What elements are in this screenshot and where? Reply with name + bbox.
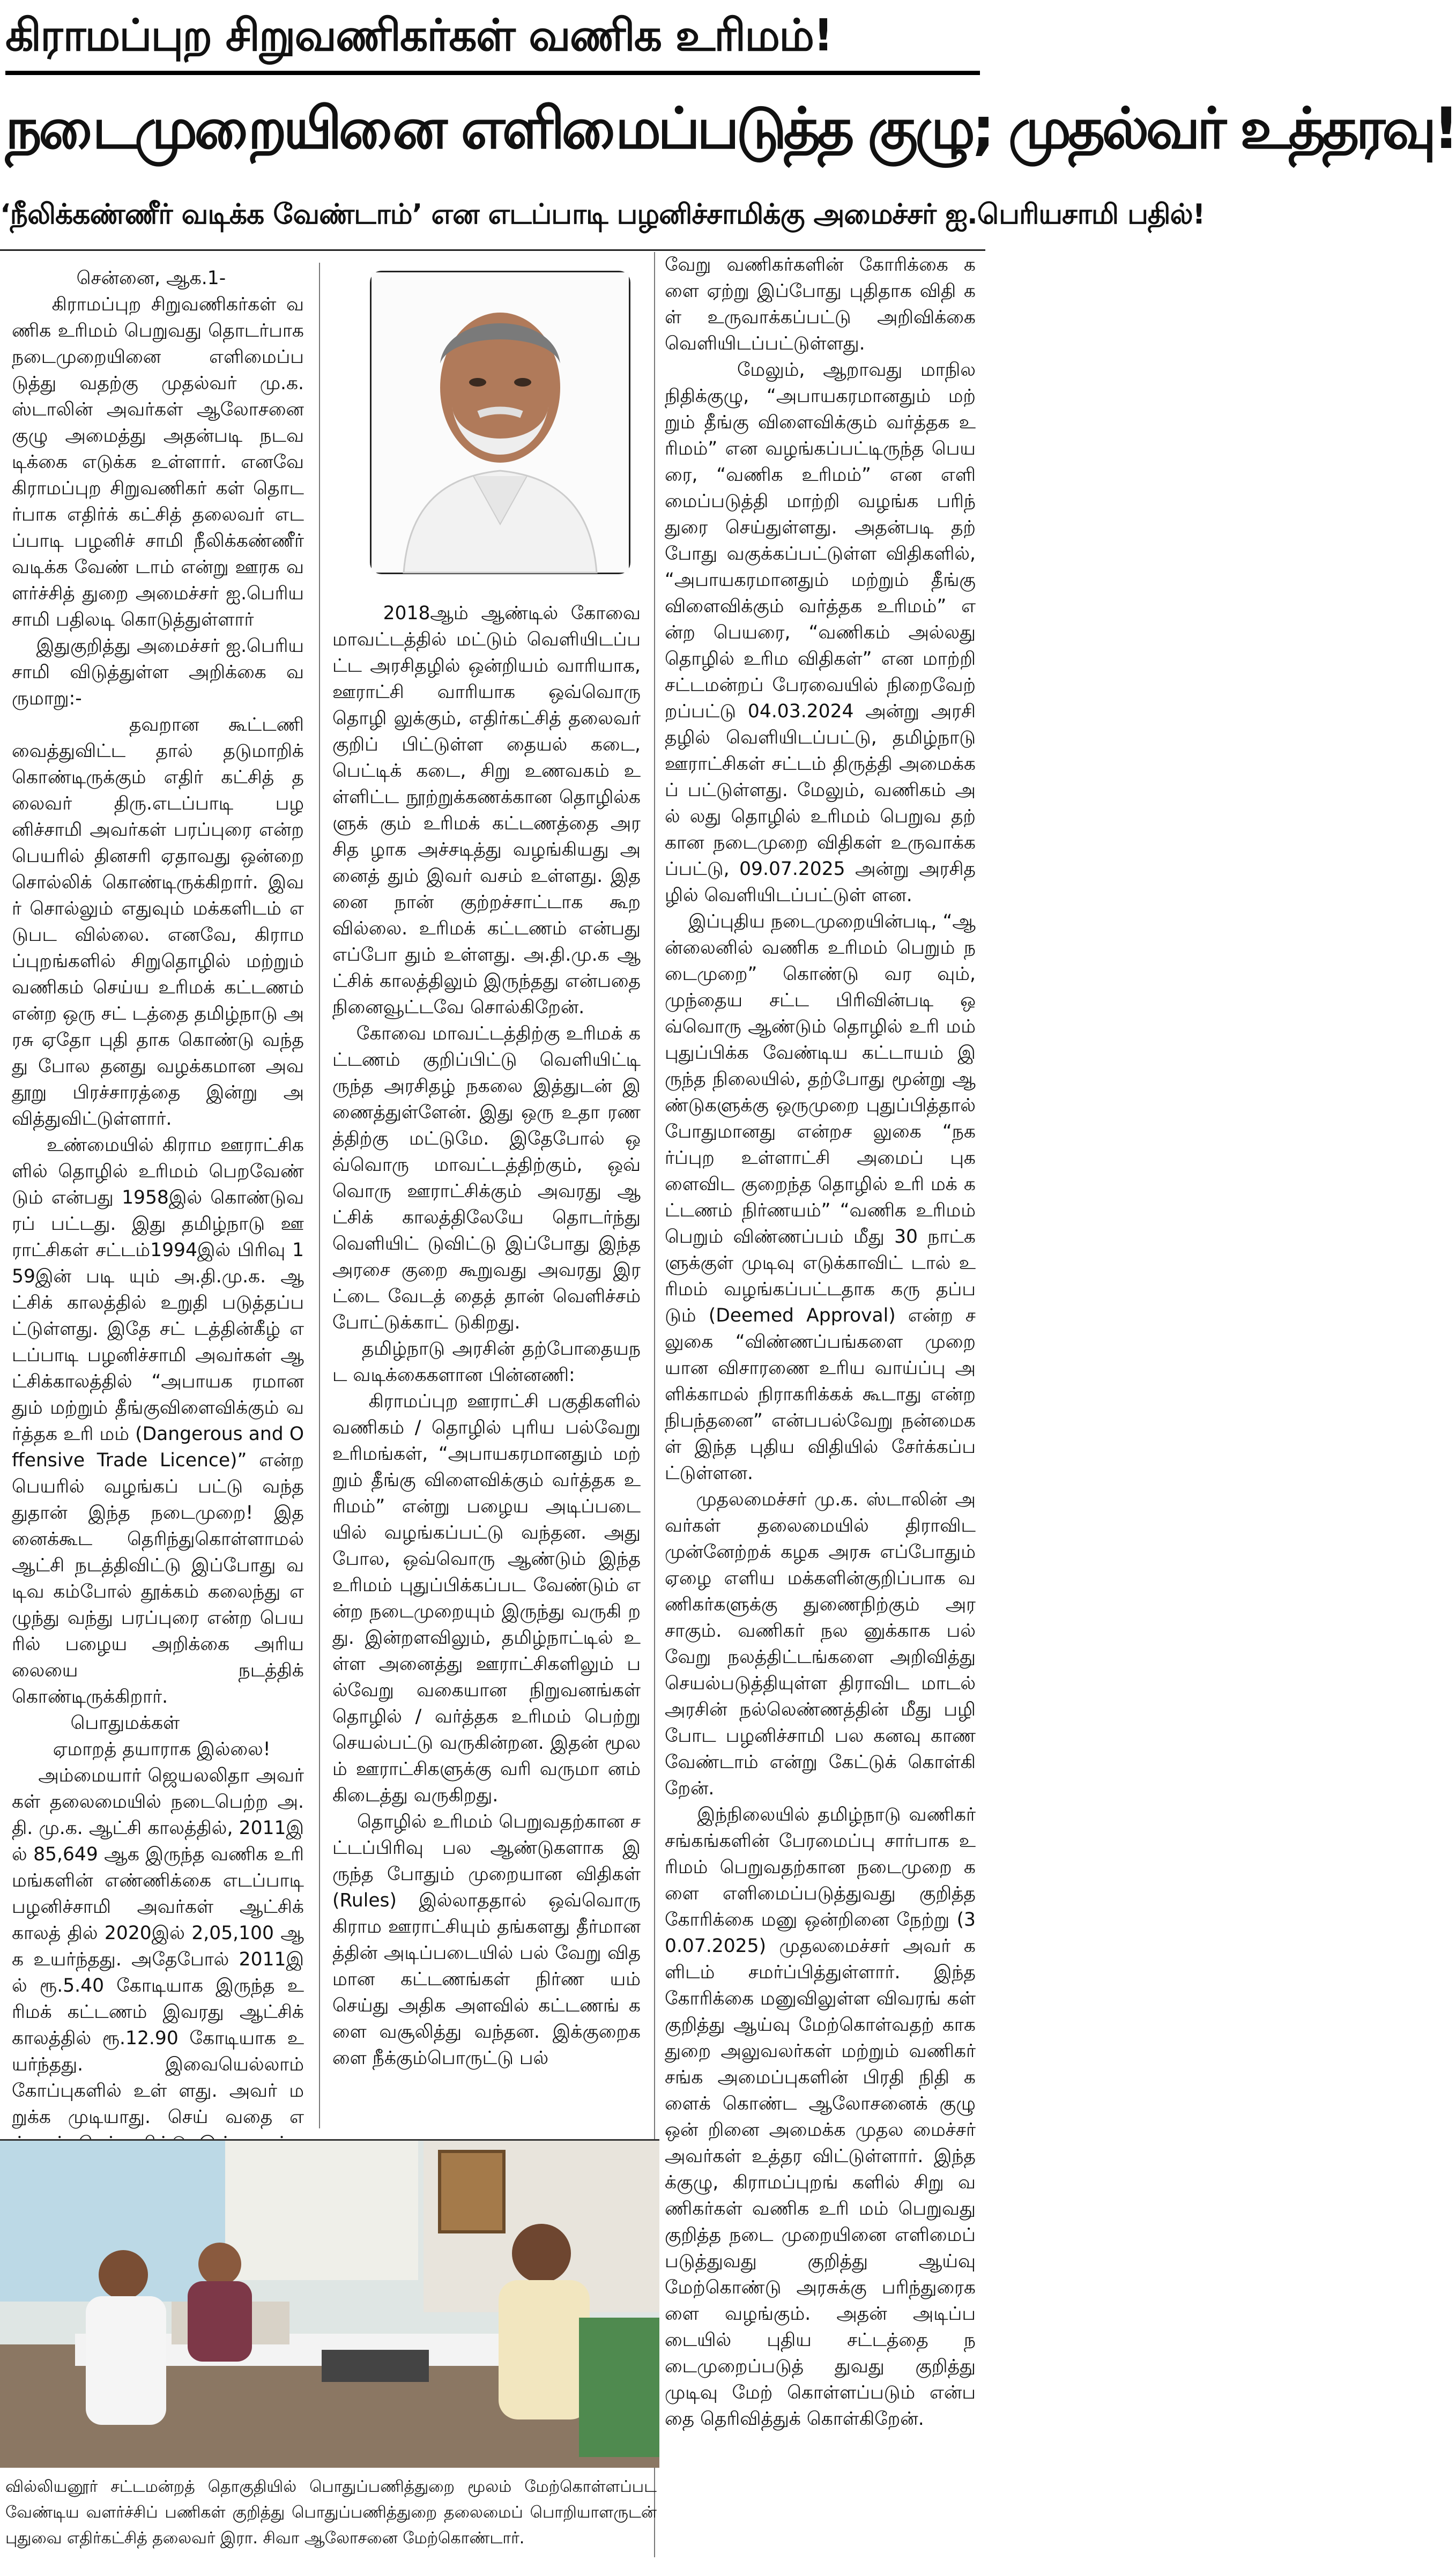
meeting-photo bbox=[0, 2139, 659, 2468]
minister-portrait bbox=[370, 271, 630, 574]
photo-caption: வில்லியனூர் சட்டமன்றத் தொகுதியில் பொதுப்பணித்துறை மூலம் மேற்கொள்ளப்பட வேண்டிய வளர்ச்சிப் பணிகள் குறித்து பொதுப்பணித்துறை தலைமைப் பொறியாளருடன் புதுவை எதிர்கட்சித் தலைவர் இரா. சிவா ஆலோசனை மேற்கொண்டார். bbox=[5, 2477, 657, 2548]
article-column-1: சென்னை, ஆக.1- கிராமப்புற சிறுவணிகர்கள் வணிக உரிமம் பெறுவது தொடர்பாக நடைமுறையினை எளிமைப்படுத்து வதற்கு முதல்வர் மு.க. ஸ்டாலின் அவர்கள் ஆலோசனை குழு அமைத்து அதன்படி நடவடிக்கை எடுக்க உள்ளார். எனவே கிராமப்புற சிறுவணிகர் கள் தொடர்பாக எதிர்க் கட்சித் தலைவர் எடப்பாடி பழனிச் சாமி நீலிக்கண்ணீர் வடிக்க வேண் டாம் என்று ஊரக வளர்ச்சித் துறை அமைச்சர் ஐ.பெரியசாமி பதிலடி கொடுத்துள்ளார் இதுகுறித்து அமைச்சர் ஐ.பெரிய சாமி விடுத்துள்ள அறிக்கை வருமாறு:- தவறான கூட்டணி வைத்துவிட்ட தால் தடுமாறிக் கொண்டிருக்கும் எதிர் கட்சித் தலைவர் திரு.எடப்பாடி பழ னிச்சாமி அவர்கள் பரப்புரை என்ற பெயரில் தினசரி ஏதாவது ஒன்றை சொல்லிக் கொண்டிருக்கிறார். இவர் சொல்லும் எதுவும் மக்களிடம் எடுபட வில்லை. எனவே, கிராமப்புறங்களில் சிறுதொழில் மற்றும் வணிகம் செய்ய உரிமக் கட்டணம் என்ற ஒரு சட் டத்தை தமிழ்நாடு அரசு ஏதோ புதி தாக கொண்டு வந்தது போல தனது வழக்கமான அவதூறு பிரச்சாரத்தை இன்று அவித்துவிட்டுள்ளார். உண்மையில் கிராம ஊராட்சிக ளில் தொழில் உரிமம் பெறவேண் டும் என்பது 1958இல் கொண்டுவரப் பட்டது. இது தமிழ்நாடு ஊராட்சிகள் சட்டம்1994இல் பிரிவு 159இன் படி யும் அ.தி.மு.க. ஆட்சிக் காலத்தில் உறுதி படுத்தப்பட்டுள்ளது. இதே சட் டத்தின்கீழ் எடப்பாடி பழனிச்சாமி அவர்கள் ஆட்சிக்காலத்தில் “அபாயக ரமானதும் மற்றும் தீங்குவிளைவிக்கும் வர்த்தக உரி மம் (Dangerous and Offensive Trade Licence)” என்ற பெயரில் வழங்கப் பட்டு வந்ததுதான் இந்த நடைமுறை! இதனைக்கூட தெரிந்துகொள்ளாமல் ஆட்சி நடத்திவிட்டு இப்போது வடிவ கம்போல் தூக்கம் கலைந்து எழுந்து வந்து பரப்புரை என்ற பெயரில் பழைய அறிக்கை அரியலையை நடத்திக் கொண்டிருக்கிறார். பொதுமக்கள் ஏமாறத் தயாராக இல்லை! அம்மையார் ஜெயலலிதா அவர் கள் தலைமையில் நடைபெற்ற அ.தி. மு.க. ஆட்சி காலத்தில், 2011இல் 85,649 ஆக இருந்த வணிக உரி மங்களின் எண்ணிக்கை எடப்பாடி பழனிச்சாமி அவர்கள் ஆட்சிக் காலத் தில் 2020இல் 2,05,100 ஆக உயர்ந்தது. அதேபோல் 2011இல் ரூ.5.40 கோடியாக இருந்த உரிமக் கட்டணம் இவரது ஆட்சிக் காலத்தில் ரூ.12.90 கோடியாக உயர்ந்தது. இவையெல்லாம் கோப்புகளில் உள் ளது. அவர் மறுக்க முடியாது. செய் வதை எ bbox=[12, 268, 304, 2128]
column-divider bbox=[319, 263, 320, 2128]
kicker-text: கிராமப்புற சிறுவணிகர்கள் வணிக உரிமம்! bbox=[5, 10, 833, 61]
kicker bbox=[5, 6, 980, 75]
article-column-3: வேறு வணிகர்களின் கோரிக்கை களை ஏற்று இப்போது புதிதாக விதி கள் உருவாக்கப்பட்டு அறிவிக்கை வெளியிடப்பட்டுள்ளது. மேலும், ஆறாவது மாநில நிதிக்குழு, “அபாயகரமானதும் மற் றும் தீங்கு விளைவிக்கும் வர்த்தக உரிமம்” என வழங்கப்பட்டிருந்த பெயரை, “வணிக உரிமம்” என எளி மைப்படுத்தி மாற்றி வழங்க பரிந் துரை செய்துள்ளது. அதன்படி தற் போது வகுக்கப்பட்டுள்ள விதிகளில், “அபாயகரமானதும் மற்றும் தீங்கு விளைவிக்கும் வர்த்தக உரிமம்” என்ற பெயரை, “வணிகம் அல்லது தொழில் உரிம விதிகள்” என மாற்றி சட்டமன்றப் பேரவையில் நிறைவேற் றப்பட்டு 04.03.2024 அன்று அரசி தழில் வெளியிடப்பட்டு, தமிழ்நாடு ஊராட்சிகள் சட்டம் திருத்தி அமைக்கப் பட்டுள்ளது. மேலும், வணிகம் அல் லது தொழில் உரிமம் பெறுவ தற் கான நடைமுறை விதிகள் உருவாக்கப்பட்டு, 09.07.2025 அன்று அரசிதழில் வெளியிடப்பட்டுள் ளன. இப்புதிய நடைமுறையின்படி, “ஆன்லைனில் வணிக உரிமம் பெறும் நடைமுறை” கொண்டு வர வும், முந்தைய சட்ட பிரிவின்படி ஒவ்வொரு ஆண்டும் தொழில் உரி மம் புதுப்பிக்க வேண்டிய கட்டாயம் இருந்த நிலையில், தற்போது மூன்று ஆண்டுகளுக்கு ஒருமுறை புதுப்பித்தால் போதுமானது என்றச லுகை “நகர்ப்புற உள்ளாட்சி அமைப் புகளைவிட குறைந்த தொழில் உரி மக் கட்டணம் நிர்ணயம்” “வணிக உரிமம் பெறும் விண்ணப்பம் மீது 30 நாட்களுக்குள் முடிவு எடுக்காவிட் டால் உரிமம் வழங்கப்பட்டதாக கரு தப்படும் (Deemed Approval) என்ற சலுகை “விண்ணப்பங்களை முறை யான விசாரணை உரிய வாய்ப்பு அளிக்காமல் நிராகரிக்கக் கூடாது என்ற நிபந்தனை” என்பபல்வேறு நன்மைகள் இந்த புதிய விதியில் சேர்க்கப்பட்டுள்ளன. முதலமைச்சர் மு.க. ஸ்டாலின் அவர்கள் தலைமையில் திராவிட முன்னேற்றக் கழக அரசு எப்போதும் ஏழை எளிய மக்களின்குறிப்பாக வணிகர்களுக்கு துணைநிற்கும் அர சாகும். வணிகர் நல னுக்காக பல் வேறு நலத்திட்டங்களை அறிவித்து செயல்படுத்தியுள்ள திராவிட மாடல் அரசின் நல்லெண்ணத்தின் மீது பழி போட பழனிச்சாமி பல கனவு காண வேண்டாம் என்று கேட்டுக் கொள்கி றேன். இந்நிலையில் தமிழ்நாடு வணிகர் சங்கங்களின் பேரமைப்பு சார்பாக உரிமம் பெறுவதற்கான நடைமுறை களை எளிமைப்படுத்துவது குறித்த கோரிக்கை மனு ஒன்றினை நேற்று (30.07.2025) முதலமைச்சர் அவர் களிடம் சமர்ப்பித்துள்ளார். இந்த கோரிக்கை மனுவிலுள்ள விவரங் கள் குறித்து ஆய்வு மேற்கொள்வதற் காக துறை அலுவலர்கள் மற்றும் வணிகர் சங்க அமைப்புகளின் பிரதி நிதி களைக் கொண்ட ஆலோசனைக் குழு ஒன் றினை அமைக்க முதல மைச்சர் அவர்கள் உத்தர விட்டுள்ளார். இந்தக்குழு, கிராமப்புறங் களில் சிறு வணிகர்கள் வணிக உரி மம் பெறுவது குறித்த நடை முறையினை எளிமைப் படுத்துவது குறித்து ஆய்வு மேற்கொண்டு அரசுக்கு பரிந்துரைகளை வழங்கும். அதன் அடிப்படையில் புதிய சட்டத்தை நடைமுறைப்படுத் துவது குறித்து முடிவு மேற் கொள்ளப்படும் என்பதை தெரிவித்துக் கொள்கிறேன். bbox=[665, 254, 976, 2430]
article-column-2: 2018ஆம் ஆண்டில் கோவை மாவட்டத்தில் மட்டும் வெளியிடப்பட்ட அரசிதழில் ஒன்றியம் வாரியாக, ஊராட்சி வாரியாக ஒவ்வொரு தொழி லுக்கும், எதிர்கட்சித் தலைவர் குறிப் பிட்டுள்ள தையல் கடை, பெட்டிக் கடை, சிறு உணவகம் உள்ளிட்ட நூற்றுக்கணக்கான தொழில்களுக் கும் உரிமக் கட்டணத்தை அரசித ழாக அச்சடித்து வழங்கியது அனைத் தும் இவர் வசம் உள்ளது. இதனை நான் குற்றச்சாட்டாக கூறவில்லை. உரிமக் கட்டணம் என்பது எப்போ தும் உள்ளது. அ.தி.மு.க ஆட்சிக் காலத்திலும் இருந்தது என்பதை நினைவூட்டவே சொல்கிறேன். கோவை மாவட்டத்திற்கு உரிமக் கட்டணம் குறிப்பிட்டு வெளியிட்டி ருந்த அரசிதழ் நகலை இத்துடன் இணைத்துள்ளேன். இது ஒரு உதா ரணத்திற்கு மட்டுமே. இதேபோல் ஒவ்வொரு மாவட்டத்திற்கும், ஒவ் வொரு ஊராட்சிக்கும் அவரது ஆட்சிக் காலத்திலேயே தொடர்ந்து வெளியிட் டுவிட்டு இப்போது இந்த அரசை குறை கூறுவது அவரது இரட்டை வேடத் தைத் தான் வெளிச்சம் போட்டுக்காட் டுகிறது. தமிழ்நாடு அரசின் தற்போதையநட வடிக்கைகளான பின்னணி: கிராமப்புற ஊராட்சி பகுதிகளில் வணிகம் / தொழில் புரிய பல்வேறு உரிமங்கள், “அபாயகரமானதும் மற் றும் தீங்கு விளைவிக்கும் வர்த்தக உரிமம்” என்று பழைய அடிப்படை யில் வழங்கப்பட்டு வந்தன. அது போல, ஒவ்வொரு ஆண்டும் இந்த உரிமம் புதுப்பிக்கப்பட வேண்டும் என்ற நடைமுறையும் இருந்து வருகி றது. இன்றளவிலும், தமிழ்நாட்டில் உள்ள அனைத்து ஊராட்சிகளிலும் பல்வேறு வகையான நிறுவனங்கள் தொழில் / வர்த்தக உரிமம் பெற்று செயல்பட்டு வருகின்றன. இதன் மூலம் ஊராட்சிகளுக்கு வரி வருமா னம் கிடைத்து வருகிறது. தொழில் உரிமம் பெறுவதற்கான சட்டப்பிரிவு பல ஆண்டுகளாக இருந்த போதும் முறையான விதிகள் (Rules) இல்லாததால் ஒவ்வொரு கிராம ஊராட்சியும் தங்களது தீர்மானத்தின் அடிப்படையில் பல் வேறு விதமான கட்டணங்கள் நிர்ண யம் செய்து அதிக அளவில் கட்டணங் களை வசூலித்து வந்தன. இக்குறைகளை நீக்கும்பொருட்டு பல் bbox=[332, 603, 641, 2069]
headline: நடைமுறையினை எளிமைப்படுத்த குழு; முதல்வர் உத்தரவு! bbox=[5, 95, 1456, 161]
subhead: ‘நீலிக்கண்ணீர் வடிக்க வேண்டாம்’ என எடப்பாடி பழனிச்சாமிக்கு அமைச்சர் ஐ.பெரியசாமி பதில்! bbox=[0, 185, 985, 251]
